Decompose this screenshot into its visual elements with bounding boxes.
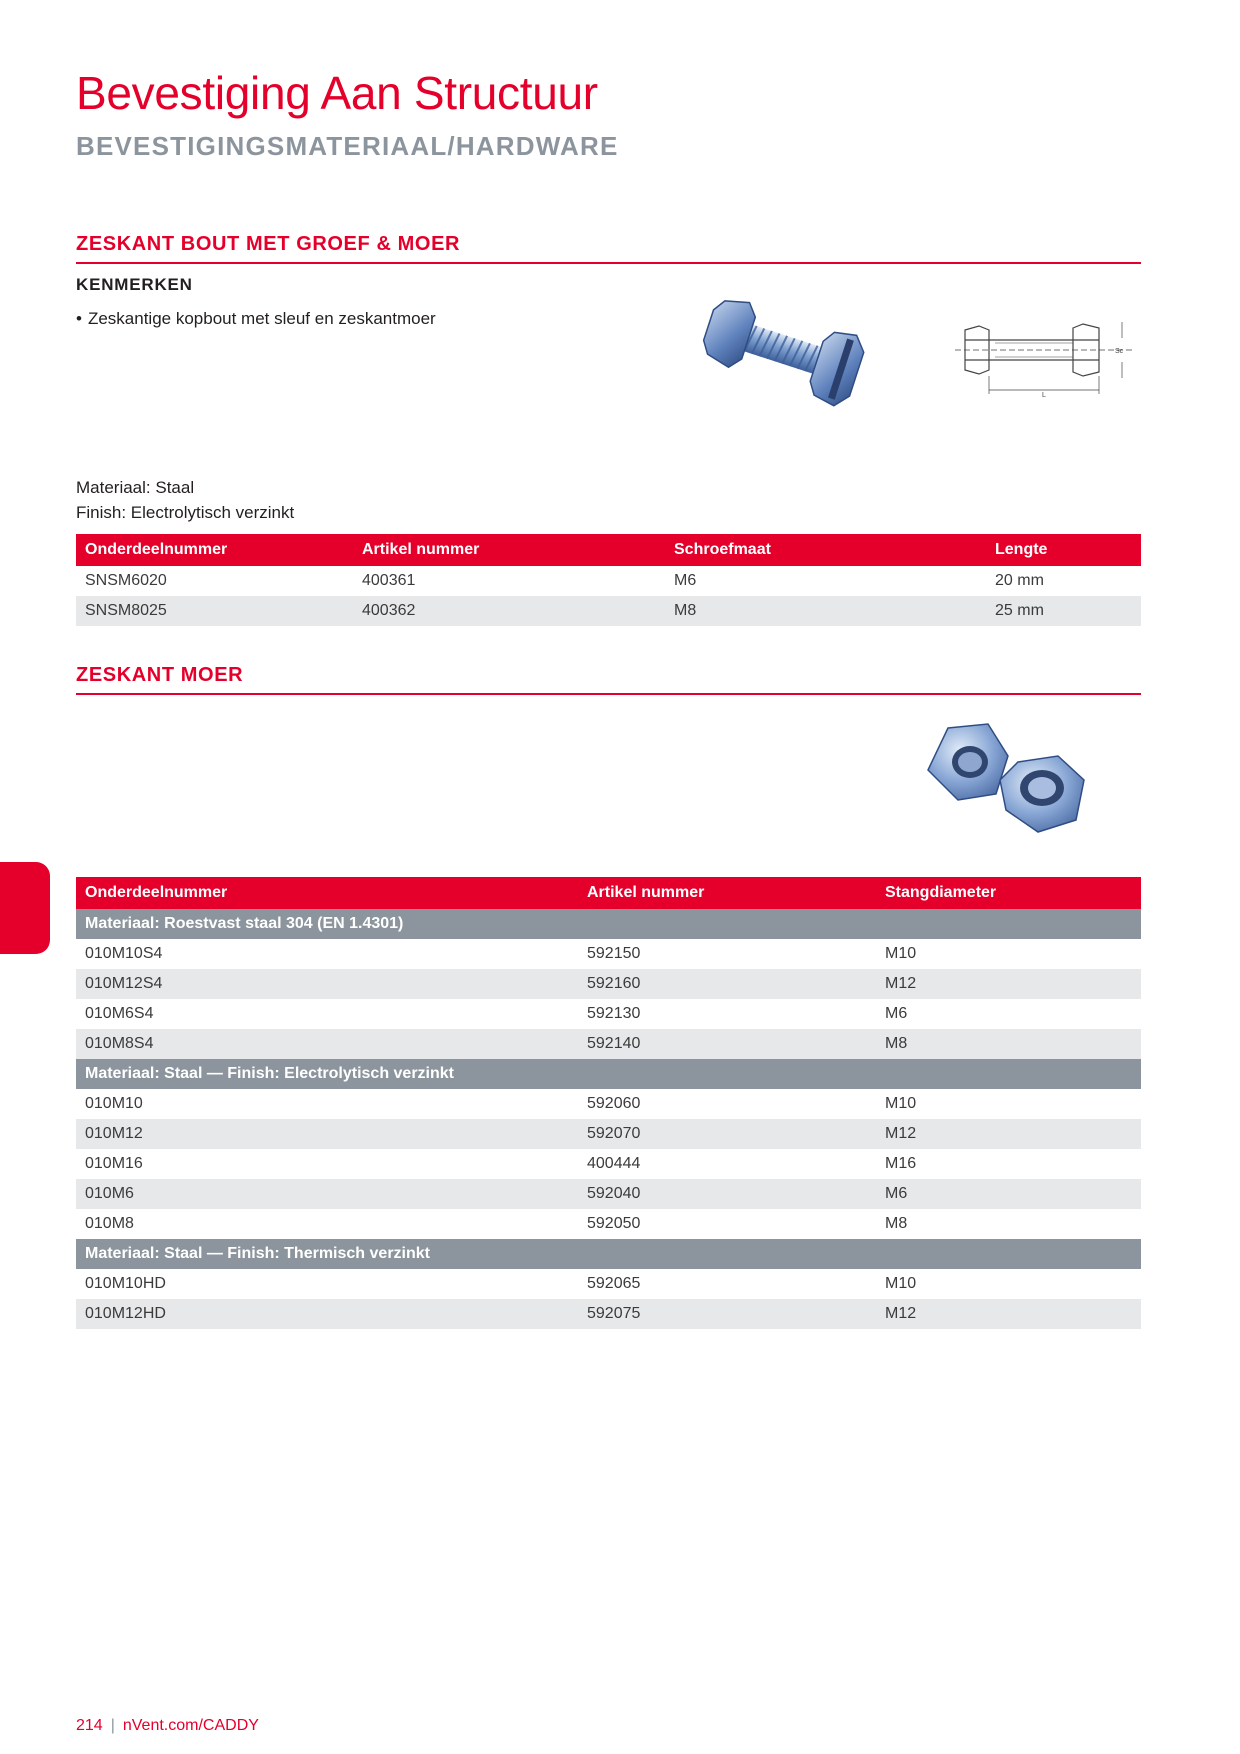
section-heading-bolt: ZESKANT BOUT MET GROEF & MOER xyxy=(76,233,1141,264)
features-heading: KENMERKEN xyxy=(76,275,193,294)
table-group-row xyxy=(76,1059,1141,1089)
footer-separator: | xyxy=(110,1717,115,1734)
feature-text: Zeskantige kopbout met sleuf en zeskantmoer xyxy=(87,309,436,328)
table-row xyxy=(76,1149,1141,1179)
drawing-label-sc: Sc xyxy=(1115,348,1124,355)
article-number: 592075 xyxy=(578,1299,876,1329)
article-number: 592070 xyxy=(578,1119,876,1149)
drawing-label-l: L xyxy=(1042,392,1046,399)
finish-line: Finish: Electrolytisch verzinkt xyxy=(76,503,295,522)
nut-spec-table xyxy=(76,877,1141,1329)
rod-diameter: M10 xyxy=(885,1095,917,1112)
thread-size: M8 xyxy=(665,596,986,626)
col-header: Artikel nummer xyxy=(353,534,665,566)
article-number: 592050 xyxy=(587,1215,641,1232)
rod-diameter: M10 xyxy=(885,1275,917,1292)
length: 20 mm xyxy=(995,572,1044,589)
table-row xyxy=(76,1119,1141,1149)
part-number: 010M8 xyxy=(85,1215,134,1232)
part-number: 010M12S4 xyxy=(76,969,578,999)
material-info xyxy=(76,475,294,525)
article-number: 592060 xyxy=(587,1095,641,1112)
page-number: 214 xyxy=(76,1717,103,1734)
part-number: 010M6 xyxy=(76,1179,578,1209)
footer-link[interactable]: nVent.com/CADDY xyxy=(122,1717,259,1734)
rod-diameter: M12 xyxy=(876,1299,1141,1329)
article-number: 592130 xyxy=(587,1005,641,1022)
rod-diameter: M12 xyxy=(876,969,1141,999)
table-row xyxy=(76,1269,1141,1299)
part-number: 010M8S4 xyxy=(76,1029,578,1059)
page-subtitle: BEVESTIGINGSMATERIAAL/HARDWARE xyxy=(76,131,619,161)
col-header: Schroefmaat xyxy=(665,534,986,566)
article-number: 400444 xyxy=(587,1155,641,1172)
page-footer xyxy=(76,1717,259,1735)
part-number: 010M10HD xyxy=(85,1275,166,1292)
bullet-symbol: • xyxy=(76,309,82,328)
table-row xyxy=(76,1179,1141,1209)
table-row xyxy=(76,1089,1141,1119)
part-number: 010M6S4 xyxy=(85,1005,154,1022)
group-label: Materiaal: Roestvast staal 304 (EN 1.4301) xyxy=(76,909,1141,939)
part-number: 010M10 xyxy=(85,1095,143,1112)
part-number: 010M12HD xyxy=(76,1299,578,1329)
article-number: 592160 xyxy=(578,969,876,999)
chapter-tab xyxy=(0,862,50,954)
group-label: Materiaal: Staal — Finish: Electrolytisch verzinkt xyxy=(76,1059,1141,1089)
rod-diameter: M8 xyxy=(885,1215,908,1232)
part-number: SNSM8025 xyxy=(76,596,353,626)
hex-nut-photo xyxy=(918,720,1098,838)
rod-diameter: M16 xyxy=(885,1155,917,1172)
article-number: 400362 xyxy=(353,596,665,626)
section-heading-nut: ZESKANT MOER xyxy=(76,664,1141,695)
table-row xyxy=(76,969,1141,999)
bolt-spec-table xyxy=(76,534,1141,626)
rod-diameter: M12 xyxy=(876,1119,1141,1149)
part-number: 010M10S4 xyxy=(85,945,163,962)
rod-diameter: M6 xyxy=(885,1005,908,1022)
table-row xyxy=(76,1299,1141,1329)
table-group-row xyxy=(76,1239,1141,1269)
table-row xyxy=(76,999,1141,1029)
page-title: Bevestiging Aan Structuur xyxy=(76,67,598,119)
table-header-row xyxy=(76,534,1141,566)
col-header: Stangdiameter xyxy=(876,877,1141,909)
bolt-technical-drawing xyxy=(955,318,1135,402)
article-number: 400361 xyxy=(362,572,416,589)
table-row xyxy=(76,596,1141,626)
article-number: 592150 xyxy=(587,945,641,962)
table-row xyxy=(76,1209,1141,1239)
rod-diameter: M6 xyxy=(876,1179,1141,1209)
table-row xyxy=(76,939,1141,969)
table-row xyxy=(76,1029,1141,1059)
col-header: Artikel nummer xyxy=(578,877,876,909)
table-header-row xyxy=(76,877,1141,909)
article-number: 592140 xyxy=(578,1029,876,1059)
rod-diameter: M8 xyxy=(876,1029,1141,1059)
material-line: Materiaal: Staal xyxy=(76,478,195,497)
col-header: Onderdeelnummer xyxy=(76,877,578,909)
table-group-row xyxy=(76,909,1141,939)
bolt-nut-photo xyxy=(690,292,880,412)
length: 25 mm xyxy=(986,596,1141,626)
feature-bullet xyxy=(76,309,436,329)
col-header: Onderdeelnummer xyxy=(76,534,353,566)
group-label: Materiaal: Staal — Finish: Thermisch verzinkt xyxy=(76,1239,1141,1269)
table-row xyxy=(76,566,1141,596)
part-number: 010M16 xyxy=(85,1155,143,1172)
part-number: 010M12 xyxy=(76,1119,578,1149)
rod-diameter: M10 xyxy=(885,945,917,962)
article-number: 592040 xyxy=(578,1179,876,1209)
col-header: Lengte xyxy=(986,534,1141,566)
article-number: 592065 xyxy=(587,1275,641,1292)
part-number: SNSM6020 xyxy=(85,572,167,589)
thread-size: M6 xyxy=(674,572,697,589)
